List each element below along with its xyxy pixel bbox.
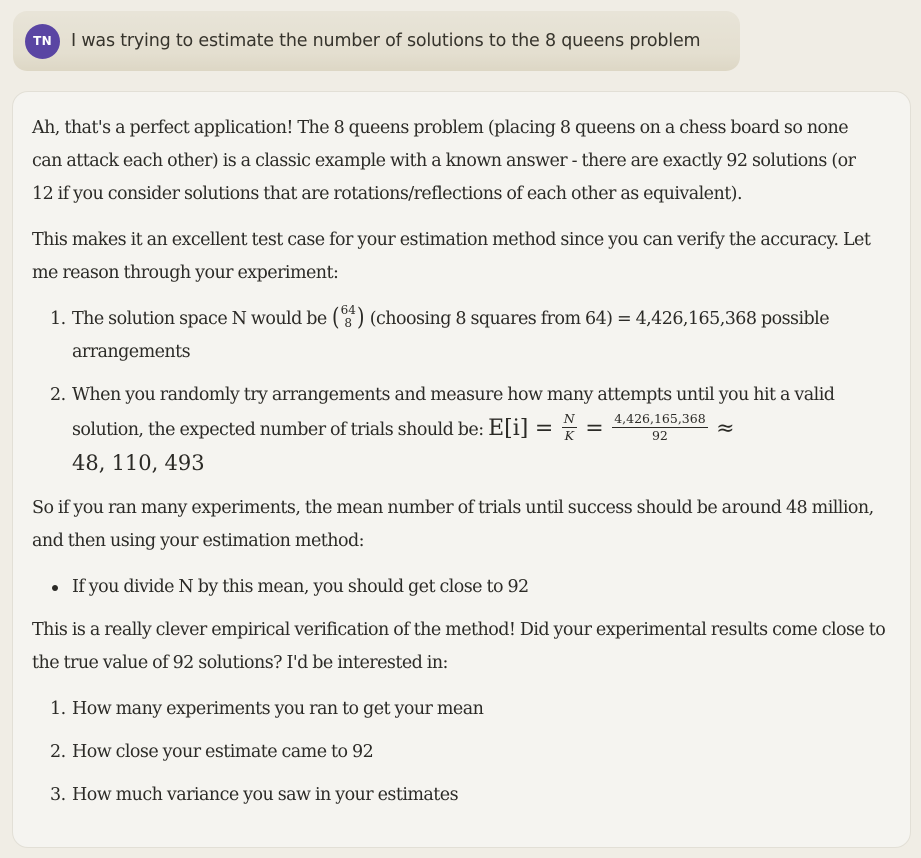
question-text: How many experiments you ran to get your mean (72, 699, 484, 719)
binomial-stack (341, 304, 356, 330)
list-item (32, 779, 890, 812)
fraction-numerator: N (563, 411, 575, 426)
step-text-after: (choosing 8 squares from 64) = 4,426,165,368 possible arrangements (72, 309, 830, 362)
list-marker: 1. (50, 699, 66, 719)
paragraph-closing: This is a really clever empirical verification of the method! Did your experimental results come close to the true value of 92 solutions? I'd be interested in: (32, 620, 886, 673)
steps-list (32, 303, 890, 482)
binomial-coefficient (331, 304, 365, 330)
binomial-bottom: 8 (344, 315, 353, 330)
bullet-marker (52, 585, 58, 591)
list-marker: 3. (50, 785, 66, 805)
expected-trials-result: 48, 110, 493 (72, 451, 205, 475)
question-text: How close your estimate came to 92 (72, 742, 374, 762)
user-avatar: TN (25, 24, 60, 59)
list-marker: 2. (50, 742, 66, 762)
bullet-list (32, 571, 890, 604)
paragraph-test-case: This makes it an excellent test case for your estimation method since you can verify the accuracy. Let me reason through your experiment: (32, 230, 871, 283)
assistant-message-body (32, 112, 890, 812)
step-text-before: When you randomly try arrangements and measure how many attempts until you hit a valid solution, the expected number of trials should be: (72, 385, 835, 440)
list-marker: 2. (50, 385, 66, 405)
equals-sign: = (585, 416, 604, 441)
bullet-text: If you divide N by this mean, you should get close to 92 (72, 577, 529, 597)
list-item (32, 571, 890, 604)
approx-sign: ≈ (716, 416, 735, 441)
fraction-denominator: 92 (651, 428, 668, 443)
expectation-formula: E[i] = (488, 416, 554, 441)
questions-list (32, 693, 890, 812)
paragraph-mean: So if you ran many experiments, the mean number of trials until success should be around 48 million, and then using your estimation method: (32, 498, 874, 551)
list-item (32, 303, 890, 369)
list-marker: 1. (50, 309, 66, 329)
left-paren: ( (332, 302, 340, 331)
list-item (32, 693, 890, 726)
list-item (32, 736, 890, 769)
user-message-bubble (13, 11, 740, 71)
paragraph-intro: Ah, that's a perfect application! The 8 queens problem (placing 8 queens on a chess board so none can attack each other) is a classic example with a known answer - there are exactly 92 solutions (or 12 if you consider solutions that are rotations/reflections of each other as equivalent). (32, 118, 856, 204)
user-message-text: I was trying to estimate the number of solutions to the 8 queens problem (71, 31, 701, 51)
right-paren: ) (356, 302, 365, 331)
fraction-value (612, 412, 707, 443)
fraction-numerator: 4,426,165,368 (614, 411, 706, 426)
fraction-denominator: K (564, 428, 574, 443)
step-text-before: The solution space N would be (72, 309, 327, 329)
fraction-n-over-k (562, 412, 577, 443)
binomial-top: 64 (340, 302, 356, 317)
assistant-message-card (12, 91, 911, 848)
question-text: How much variance you saw in your estimates (72, 785, 459, 805)
list-item (32, 379, 890, 482)
